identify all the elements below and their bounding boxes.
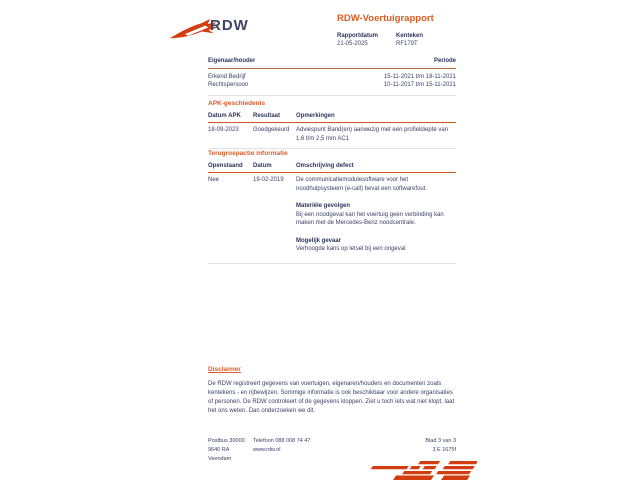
- recall-detail-block: [296, 176, 456, 258]
- recall-section-title: Terugroepactie informatie: [208, 150, 288, 157]
- recall-datum: 19-02-2019: [253, 177, 284, 183]
- report-date-label: Rapportdatum: [337, 33, 378, 39]
- table-row: [208, 173, 456, 264]
- owner-header-label: Eigenaar/houder: [208, 58, 256, 64]
- apk-col-opmerkingen: Opmerkingen: [296, 112, 335, 119]
- footer-postbus: Postbus 30000: [208, 438, 245, 444]
- footer-form-code: 3 E 1675f: [432, 447, 456, 453]
- license-plate-block: [396, 33, 431, 47]
- owner-table-body: [208, 69, 456, 96]
- table-row: [208, 73, 456, 82]
- report-meta: [337, 33, 431, 47]
- recall-table-header: [208, 162, 456, 174]
- page-title: RDW-Voertuigrapport: [337, 13, 434, 24]
- footer-page-number: Blad 3 van 3: [425, 438, 456, 444]
- apk-table-header: [208, 112, 456, 124]
- license-plate-value: RF179T: [396, 41, 418, 47]
- recall-gevaar-label: Mogelijk gevaar: [296, 237, 342, 244]
- owner-period: 15-11-2021 t/m 18-11-2021: [383, 73, 456, 80]
- recall-openstaand: Nee: [208, 177, 220, 183]
- footer-website: www.rdw.nl: [253, 447, 281, 453]
- apk-section: [208, 100, 456, 149]
- owner-section: [208, 57, 456, 96]
- recall-section: [208, 150, 456, 264]
- report-date-value: 21-05-2025: [337, 41, 368, 47]
- owner-type: Erkend Bedrijf: [208, 73, 246, 80]
- apk-section-title: APK-geschiedenis: [208, 100, 266, 107]
- recall-gevaar-text: Verhoogde kans op letsel bij een ongeval: [296, 246, 406, 252]
- apk-opmerkingen: Adviespunt Band(en) aanwezig met een profieldiepte van 1.6 t/m 2,5 mm AC1: [296, 127, 449, 142]
- owner-type: Rechtspersoon: [208, 82, 249, 88]
- recall-gevolgen-label: Materiële gevolgen: [296, 203, 351, 209]
- recall-col-openstaand: Openstaand: [208, 162, 243, 169]
- license-plate-label: Kenteken: [396, 33, 424, 39]
- recall-defect-text: De communicatiemodulesoftware voor het noodhulpsysteem (e-call) bevat een softwarefout.: [296, 177, 428, 192]
- rdw-logo-text: RDW: [210, 17, 249, 34]
- disclaimer-section: [208, 366, 456, 416]
- speed-stripes-graphic: [343, 460, 477, 480]
- owner-table-header: [208, 57, 456, 69]
- owner-period: 10-11-2017 t/m 15-11-2021: [383, 82, 456, 88]
- apk-datum: 18-09-2023: [208, 127, 239, 133]
- apk-col-datum: Datum APK: [208, 112, 241, 119]
- disclaimer-text: De RDW registreert gegevens van voertuigen, eigenaren/houders en documenten zoals kentekens - en rijbewijzen. Sommige informatie is ook beschikbaar voor andere organisaties of personen. De RDW controleert of de gegevens kloppen. Ziet u toch iets wat niet klopt, laat het ons weten. Dan onderzoeken we dit.: [208, 380, 455, 414]
- apk-resultaat: Goedgekeurd: [253, 127, 290, 133]
- footer-city: 9640 RA Veendam: [208, 447, 232, 462]
- table-row: [208, 123, 456, 149]
- report-date-block: [337, 33, 378, 47]
- footer-phone: Telefoon 088 008 74 47: [253, 438, 311, 444]
- recall-col-datum: Datum: [253, 162, 272, 169]
- rdw-logo: [168, 13, 278, 47]
- apk-col-resultaat: Resultaat: [253, 112, 281, 119]
- disclaimer-title: Disclaimer: [208, 366, 241, 373]
- owner-period-header: Periode: [433, 58, 456, 64]
- recall-col-defect: Omschrijving defect: [296, 162, 354, 169]
- table-row: [208, 81, 456, 90]
- recall-gevolgen-text: Bij een noodgeval kan het voertuig geen verbinding kan maken met de Mercedes-Benz noodcentrale.: [296, 211, 444, 226]
- footer-address: [208, 437, 253, 464]
